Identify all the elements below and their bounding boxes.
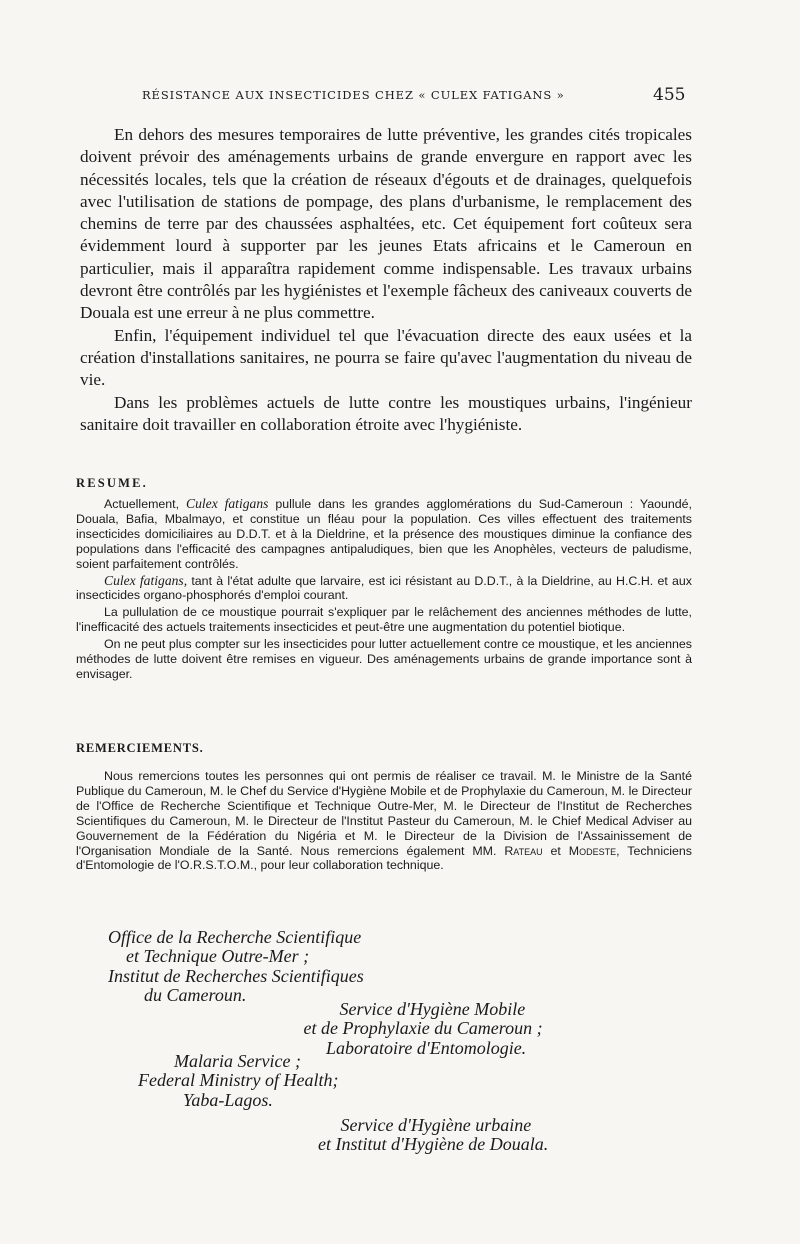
resume-p1-lead: Actuellement, [104, 497, 187, 511]
resume-section [76, 497, 692, 684]
resume-p2-rest: tant à l'état adulte que larvaire, est ici résistant au D.D.T., à la Dieldrine, au H.C.H. et aux insecticides organo-phosphorés d'emploi courant. [76, 573, 692, 603]
acknowledgements-paragraph [76, 769, 692, 873]
resume-p1-rest: pullule dans les grandes agglomérations du Sud-Cameroun : Yaoundé, Douala, Bafia, Mbalmayo, et constitue un fléau pour la population. Ces villes effectuent des traitements insecticides domiciliaires au D.D.T. et à la Dieldrine, et la présence des moustiques diminue la confiance des populations dans l'efficacité des campagnes antipaludiques, bien que les Anophèles, vecteurs de paludisme, soient parfaitement contrôlés. [76, 497, 693, 571]
body-paragraph-2: Enfin, l'équipement individuel tel que l'évacuation directe des eaux usées et la création d'installations sanitaires, ne pourra se faire qu'avec l'augmentation du niveau de vie. [80, 325, 692, 390]
acknowledgements-heading: REMERCIEMENTS. [76, 741, 204, 755]
affiliation-malaria-service: Malaria Service ; Federal Ministry of Health; Yaba-Lagos. [138, 1051, 339, 1110]
acknowledgements-section [76, 769, 692, 875]
body-paragraph-3: Dans les problèmes actuels de lutte contre les moustiques urbains, l'ingénieur sanitaire doit travailler en collaboration étroite avec l'hygiéniste. [80, 392, 692, 434]
running-title: RÉSISTANCE AUX INSECTICIDES CHEZ « CULEX FATIGANS » [142, 88, 565, 102]
resume-p2-species: Culex fatigans, [104, 572, 188, 588]
ack-text-c: , Techniciens d'Entomologie de l'O.R.S.T.O.M., pour leur collaboration technique. [76, 843, 693, 873]
ack-text-a: Nous remercions toutes les personnes qui ont permis de réaliser ce travail. M. le Ministre de la Santé Publique du Cameroun, M. le Chef du Service d'Hygiène Mobile et de Prophylaxie du Cameroun, M. le Directeur de l'Office de Recherche Scientifique et Technique Outre-Mer, M. le Directeur de l'Institut de Recherches Scientifiques du Cameroun, M. le Directeur de l'Institut Pasteur du Cameroun, M. le Chief Medical Adviser au Gouvernement de la Fédération du Nigéria et M. le Directeur de la Division de l'Assainissement de l'Organisation Mondiale de la Santé. Nous remercions également MM. [76, 769, 692, 858]
resume-heading: RESUME. [76, 476, 149, 490]
resume-paragraph-3: La pullulation de ce moustique pourrait s'expliquer par le relâchement des anciennes méthodes de lutte, l'inefficacité des actuels traitements insecticides et peut-être une augmentation du potentiel biotique. [76, 605, 692, 635]
page-number: 455 [653, 85, 686, 105]
ack-name-rateau: Rateau [504, 843, 543, 858]
ack-name-modeste: Modeste [568, 843, 617, 858]
body-section [80, 124, 692, 436]
ack-text-b: et [542, 843, 569, 858]
affiliation-orstom: Office de la Recherche Scientifique et Technique Outre-Mer ; Institut de Recherches Scientifiques du Cameroun. [108, 927, 364, 1006]
affiliation-hygiene-urbaine: Service d'Hygiène urbaine et Institut d'Hygiène de Douala. [318, 1115, 549, 1155]
resume-paragraph-4: On ne peut plus compter sur les insecticides pour lutter actuellement contre ce moustique, et les anciennes méthodes de lutte doivent être remises en vigueur. Des aménagements urbains de grande importance sont à envisager. [76, 637, 692, 681]
resume-p1-species: Culex fatigans [186, 496, 269, 511]
body-paragraph-1: En dehors des mesures temporaires de lutte préventive, les grandes cités tropicales doivent prévoir des aménagements urbains de grande envergure en rapport avec les nécessités locales, tels que la création de réseaux d'égouts et de drainages, quelquefois avec l'utilisation de stations de pompage, des plans d'urbanisme, le remplacement des chemins de terre par des chaussées asphaltées, etc. Cet équipement fort coûteux sera évidemment lourd à supporter par les jeunes Etats africains et le Cameroun en particulier, mais il apparaîtra rapidement comme indispensable. Les travaux urbains devront être contrôlés par les hygiénistes et l'exemple fâcheux des caniveaux couverts de Douala est une erreur à ne plus commettre. [80, 125, 692, 323]
resume-paragraph-1 [76, 497, 692, 572]
resume-paragraph-2 [76, 574, 692, 604]
affiliation-hygiene-mobile: Service d'Hygiène Mobile et de Prophylaxie du Cameroun ; Laboratoire d'Entomologie. [303, 999, 543, 1058]
